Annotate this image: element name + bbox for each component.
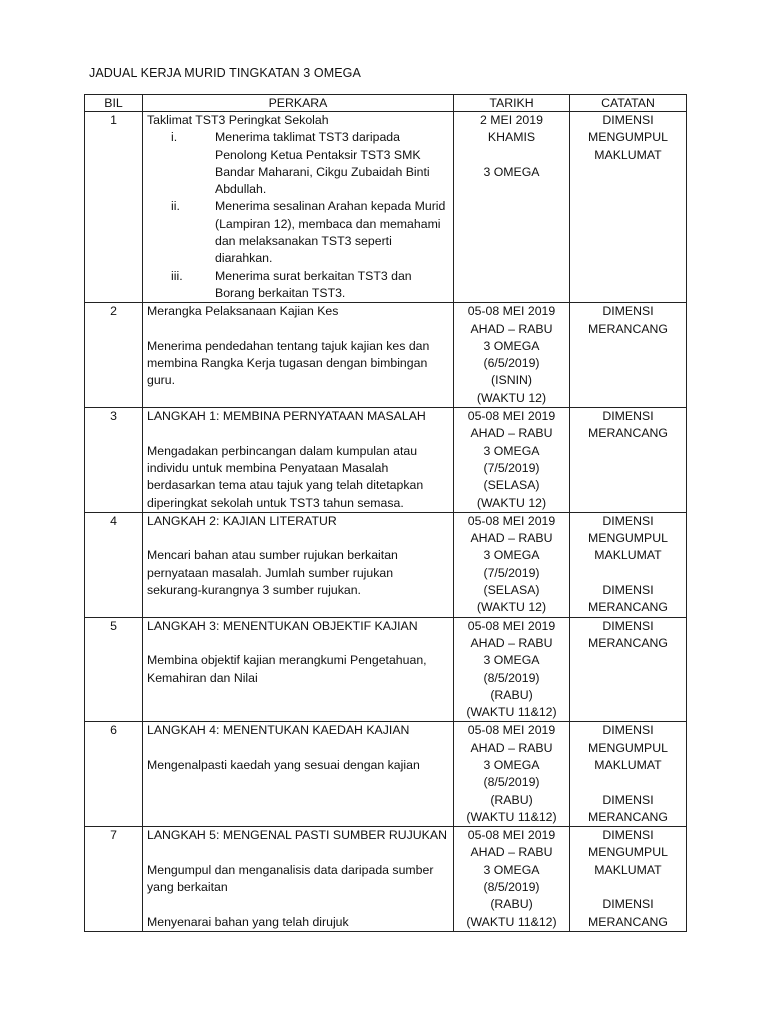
catatan-cell [570,112,687,303]
table-body [85,112,687,932]
tarikh-line: (8/5/2019) [483,670,540,685]
catatan-blank [574,774,682,791]
list-item-number: i. [171,130,178,145]
perkara-spacer [147,896,449,913]
tarikh-line: 3 OMEGA [483,757,540,772]
document-title: JADUAL KERJA MURID TINGKATAN 3 OMEGA [89,66,361,80]
tarikh-line: AHAD – RABU [470,531,553,546]
tarikh-cell [454,408,570,513]
tarikh-line: (ISNIN) [491,373,532,388]
perkara-heading: LANGKAH 2: KAJIAN LITERATUR [147,513,337,528]
perkara-spacer [147,530,449,547]
catatan-cell [570,617,687,722]
catatan-line: DIMENSI [602,828,654,843]
tarikh-line: 3 OMEGA [483,548,540,563]
perkara-description: Mengenalpasti kaedah yang sesuai dengan kajian [147,757,420,772]
tarikh-line: (WAKTU 11&12) [466,914,557,929]
tarikh-line: 3 OMEGA [483,164,540,179]
tarikh-line: (WAKTU 12) [476,390,547,405]
row-number: 7 [85,827,143,932]
table-row [85,617,687,722]
catatan-blank [574,565,682,582]
catatan-line: MERANCANG [588,635,668,650]
catatan-line: MENGUMPUL [588,531,668,546]
tarikh-line: 3 OMEGA [483,653,540,668]
catatan-line: DIMENSI [602,583,654,598]
tarikh-line: AHAD – RABU [470,321,553,336]
perkara-description: Membina objektif kajian merangkumi Pengetahuan, Kemahiran dan Nilai [147,653,427,685]
perkara-cell [143,112,454,303]
perkara-cell [143,827,454,932]
tarikh-line: AHAD – RABU [470,740,553,755]
list-item-number: iii. [171,268,183,283]
row-number: 5 [85,617,143,722]
perkara-cell [143,722,454,827]
tarikh-line: AHAD – RABU [470,845,553,860]
catatan-line: MAKLUMAT [594,147,662,162]
tarikh-line: 05-08 MEI 2019 [467,828,556,843]
tarikh-line: 05-08 MEI 2019 [467,723,556,738]
header-catatan: CATATAN [570,95,687,112]
tarikh-line: 05-08 MEI 2019 [467,618,556,633]
tarikh-cell [454,112,570,303]
catatan-cell [570,827,687,932]
catatan-cell [570,722,687,827]
perkara-description: Mengadakan perbincangan dalam kumpulan atau individu untuk membina Penyataan Masalah berdasarkan tema atau tajuk yang telah ditetapkan diperingkat sekolah untuk TST3 tahun semasa. [147,443,424,510]
catatan-line: MERANCANG [588,600,668,615]
tarikh-line: (6/5/2019) [483,356,540,371]
list-item-text: Menerima surat berkaitan TST3 dan Borang berkaitan TST3. [215,268,412,300]
catatan-line: MENGUMPUL [588,845,668,860]
tarikh-cell [454,512,570,617]
tarikh-line: (WAKTU 11&12) [466,705,557,720]
row-number: 6 [85,722,143,827]
tarikh-line: (8/5/2019) [483,880,540,895]
catatan-line: MERANCANG [588,914,668,929]
list-item [147,198,449,267]
tarikh-line: 3 OMEGA [483,443,540,458]
catatan-line: MAKLUMAT [594,548,662,563]
catatan-blank [574,879,682,896]
schedule-table [84,94,687,932]
tarikh-blank [458,147,565,164]
perkara-spacer [147,740,449,757]
tarikh-line: 2 MEI 2019 [480,113,543,127]
row-number: 3 [85,408,143,513]
table-row [85,408,687,513]
tarikh-cell [454,617,570,722]
table-row [85,827,687,932]
tarikh-line: 05-08 MEI 2019 [467,513,556,528]
catatan-line: MAKLUMAT [594,862,662,877]
tarikh-cell [454,722,570,827]
header-bil: BIL [85,95,143,112]
perkara-heading: Merangka Pelaksanaan Kajian Kes [147,304,339,319]
list-item-text: Menerima sesalinan Arahan kepada Murid (Lampiran 12), membaca dan memahami dan melaksanakan TST3 seperti diarahkan. [215,199,446,266]
catatan-line: DIMENSI [602,513,654,528]
header-tarikh: TARIKH [454,95,570,112]
tarikh-line: 3 OMEGA [483,862,540,877]
perkara-description: Mencari bahan atau sumber rujukan berkaitan pernyataan masalah. Jumlah sumber rujukan sekurang-kurangnya 3 sumber rujukan. [147,548,398,598]
catatan-line: MENGUMPUL [588,130,668,145]
perkara-description: Mengumpul dan menganalisis data daripada sumber yang berkaitan [147,862,434,895]
table-row [85,112,687,303]
perkara-heading: LANGKAH 1: MEMBINA PERNYATAAN MASALAH [147,409,426,424]
perkara-cell [143,512,454,617]
catatan-line: DIMENSI [602,723,654,738]
catatan-cell [570,408,687,513]
tarikh-line: (SELASA) [483,583,540,598]
list-item-number: ii. [171,199,180,214]
perkara-spacer [147,635,449,652]
catatan-line: MERANCANG [588,426,668,441]
perkara-heading: LANGKAH 4: MENENTUKAN KAEDAH KAJIAN [147,723,410,738]
tarikh-line: 05-08 MEI 2019 [467,409,556,424]
tarikh-line: (WAKTU 12) [476,495,547,510]
tarikh-cell [454,303,570,408]
tarikh-line: (7/5/2019) [483,565,540,580]
table-row [85,512,687,617]
table-row [85,303,687,408]
perkara-heading: LANGKAH 5: MENGENAL PASTI SUMBER RUJUKAN [147,828,447,843]
perkara-description: Menerima pendedahan tentang tajuk kajian kes dan membina Rangka Kerja tugasan dengan bimbingan guru. [147,338,430,388]
catatan-line: DIMENSI [602,113,654,127]
numbered-list [147,129,449,302]
catatan-line: MAKLUMAT [594,757,662,772]
catatan-line: DIMENSI [602,792,654,807]
table-header-row [85,95,687,112]
catatan-line: DIMENSI [602,304,654,319]
perkara-heading: LANGKAH 3: MENENTUKAN OBJEKTIF KAJIAN [147,618,418,633]
row-number: 4 [85,512,143,617]
tarikh-line: AHAD – RABU [470,635,553,650]
tarikh-line: (WAKTU 12) [476,600,547,615]
perkara-heading: Taklimat TST3 Peringkat Sekolah [147,113,329,127]
perkara-cell [143,303,454,408]
tarikh-line: (7/5/2019) [483,460,540,475]
catatan-line: DIMENSI [602,409,654,424]
perkara-description: Menyenarai bahan yang telah dirujuk [147,914,349,929]
tarikh-line: (RABU) [490,897,533,912]
tarikh-line: (RABU) [490,687,533,702]
row-number: 2 [85,303,143,408]
tarikh-line: 3 OMEGA [483,338,540,353]
catatan-line: DIMENSI [602,897,654,912]
catatan-line: MENGUMPUL [588,740,668,755]
perkara-cell [143,617,454,722]
perkara-cell [143,408,454,513]
catatan-line: DIMENSI [602,618,654,633]
tarikh-cell [454,827,570,932]
list-item [147,129,449,198]
table-row [85,722,687,827]
catatan-line: MERANCANG [588,321,668,336]
tarikh-line: 05-08 MEI 2019 [467,304,556,319]
list-item-text: Menerima taklimat TST3 daripada Penolong Ketua Pentaksir TST3 SMK Bandar Maharani, Cikgu Zubaidah Binti Abdullah. [215,130,430,197]
perkara-spacer [147,321,449,338]
tarikh-line: KHAMIS [487,130,536,145]
tarikh-line: (SELASA) [483,478,540,493]
list-item [147,268,449,303]
row-number: 1 [85,112,143,303]
catatan-cell [570,303,687,408]
perkara-spacer [147,425,449,442]
header-perkara: PERKARA [143,95,454,112]
tarikh-line: (8/5/2019) [483,775,540,790]
tarikh-line: (RABU) [490,792,533,807]
perkara-spacer [147,844,449,861]
catatan-line: MERANCANG [588,809,668,824]
tarikh-line: AHAD – RABU [470,426,553,441]
catatan-cell [570,512,687,617]
tarikh-line: (WAKTU 11&12) [466,809,557,824]
